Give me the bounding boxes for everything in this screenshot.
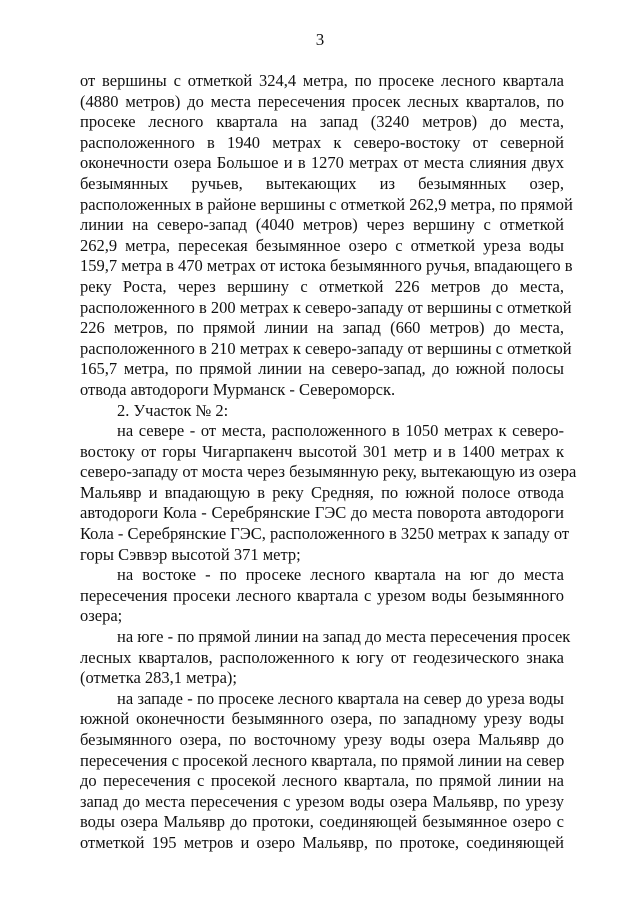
text-line: 2. Участок № 2: — [117, 400, 229, 420]
text-line: от вершины с отметкой 324,4 метра, по просеке лесного квартала — [80, 71, 564, 90]
text-line: линии на северо-запад (4040 метров) через вершину с отметкой — [80, 215, 564, 235]
text-line: отметкой 195 метров и озеро Мальявр, по протоке, соединяющей — [80, 832, 564, 852]
text-line: (4880 метров) до места пересечения просек лесных кварталов, по — [80, 91, 564, 111]
text-line: воды озера Мальявр до протоки, соединяющей безымянное озеро с — [80, 812, 564, 832]
page-number: 3 — [315, 30, 325, 49]
text-line: оконечности озера Большое и в 1270 метрах от места слияния двух — [80, 153, 564, 173]
text-line: безымянных ручьев, вытекающих из безымянных озер, — [80, 173, 564, 193]
text-line: 165,7 метра, по прямой линии на северо-запад, до южной полосы — [80, 359, 564, 379]
text-line: северо-западу от моста через безымянную реку, вытекающую из озера — [80, 462, 577, 482]
text-line: безымянного озера, по восточному урезу воды озера Мальявр до — [80, 730, 564, 749]
text-line: реку Роста, через вершину с отметкой 226 метров до места, — [80, 276, 564, 296]
text-line: (отметка 283,1 метра); — [80, 668, 238, 688]
text-line: 159,7 метра в 470 метрах от истока безымянного ручья, впадающего в — [80, 256, 573, 276]
text-line: автодороги Кола - Серебрянские ГЭС до места поворота автодороги — [80, 503, 564, 523]
text-line: на севере - от места, расположенного в 1050 метрах к северо- — [117, 421, 564, 441]
text-line: до пересечения с просекой лесного квартала, по прямой линии на — [80, 771, 564, 791]
text-line: расположенного в 1940 метрах к северо-востоку от северной — [80, 132, 564, 152]
document-body-text — [80, 71, 577, 854]
text-line: просеке лесного квартала на запад (3240 метров) до места, — [80, 112, 564, 132]
text-line: пересечения просеки лесного квартала с урезом воды безымянного — [80, 585, 564, 605]
text-line: озера; — [80, 606, 123, 626]
text-line: расположенных в районе вершины с отметкой 262,9 метра, по прямой — [80, 194, 573, 214]
text-line: Кола - Серебрянские ГЭС, расположенного в 3250 метрах к западу от — [80, 524, 570, 544]
text-line: Мальявр и впадающую в реку Средняя, по южной полосе отвода — [80, 482, 564, 502]
text-line: пересечения с просекой лесного квартала, по прямой линии на север — [80, 750, 565, 770]
text-line: 262,9 метра, пересекая безымянное озеро с отметкой уреза воды — [80, 235, 564, 255]
text-line: горы Сэввэр высотой 371 метр; — [80, 544, 301, 564]
text-line: на западе - по просеке лесного квартала на север до уреза воды — [117, 688, 564, 708]
text-line: запад до места пересечения с урезом воды озера Мальявр, по урезу — [80, 791, 564, 811]
text-line: 226 метров, по прямой линии на запад (660 метров) до места, — [80, 318, 564, 338]
text-line: отвода автодороги Мурманск - Североморск. — [80, 379, 396, 399]
text-line: южной оконечности безымянного озера, по западному урезу воды — [80, 709, 564, 729]
text-line: лесных кварталов, расположенного к югу от геодезического знака — [80, 647, 564, 667]
text-line: расположенного в 210 метрах к северо-западу от вершины с отметкой — [80, 338, 572, 358]
text-line: на востоке - по просеке лесного квартала на юг до места — [117, 565, 564, 585]
text-line: расположенного в 200 метрах к северо-западу от вершины с отметкой — [80, 297, 572, 317]
text-line: на юге - по прямой линии на запад до места пересечения просек — [117, 627, 571, 647]
text-line: востоку от горы Чигарпакенч высотой 301 метр и в 1400 метрах к — [80, 441, 564, 461]
